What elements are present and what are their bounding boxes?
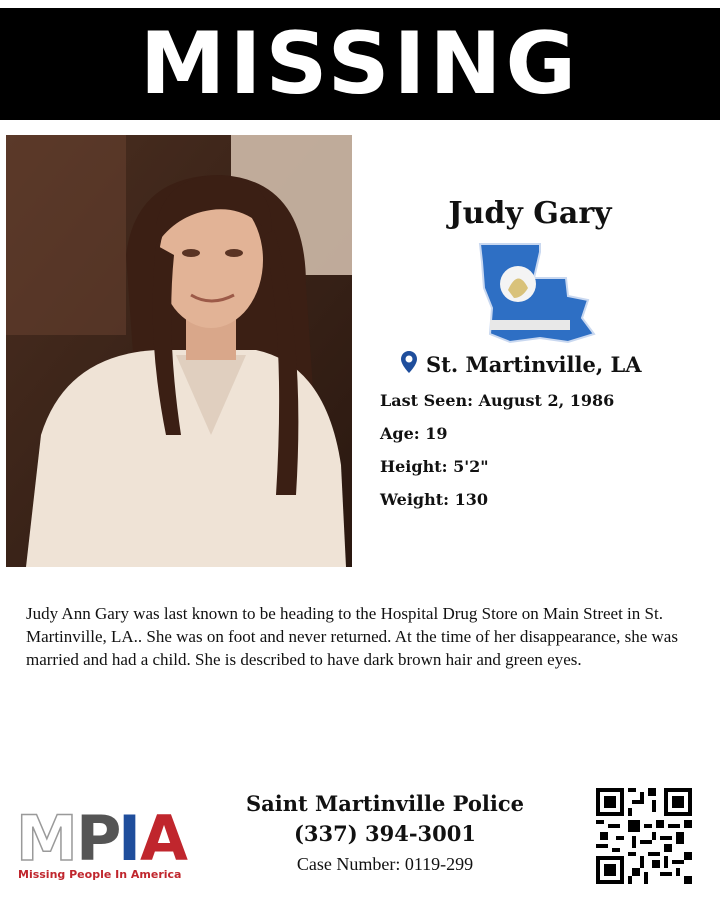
mpia-logo	[14, 800, 204, 884]
detail-label: Height:	[380, 457, 448, 476]
detail-age	[380, 421, 614, 454]
svg-text:A: A	[140, 802, 188, 875]
header-banner	[0, 8, 720, 120]
location-text: St. Martinville, LA	[426, 351, 642, 377]
detail-label: Last Seen:	[380, 391, 474, 410]
case-description: Judy Ann Gary was last known to be heading to the Hospital Drug Store on Main Street in St. Martinville, LA.. She was on foot and never returned. At the time of her disappearance, she was married and had a child. She is described to have dark brown hair and green eyes.	[26, 604, 678, 669]
svg-text:Missing People In America: Missing People In America	[18, 868, 182, 881]
map-pin-icon	[400, 350, 418, 378]
svg-text:I: I	[118, 802, 142, 875]
contact-phone[interactable]: (337) 394-3001	[293, 821, 477, 846]
svg-text:M: M	[16, 802, 78, 875]
detail-height	[380, 454, 614, 487]
detail-value: 130	[454, 490, 489, 509]
detail-value: 19	[425, 424, 448, 443]
contact-agency: Saint Martinville Police	[245, 791, 525, 816]
detail-label: Weight:	[380, 490, 450, 509]
location-line	[400, 350, 642, 378]
qr-code-icon[interactable]	[596, 788, 692, 884]
missing-person-photo	[6, 135, 352, 567]
detail-last-seen	[380, 388, 614, 421]
detail-value: August 2, 1986	[478, 391, 615, 410]
detail-weight	[380, 487, 614, 520]
detail-label: Age:	[380, 424, 420, 443]
contact-block	[230, 790, 540, 878]
louisiana-state-icon	[470, 238, 596, 350]
page-title: MISSING	[139, 14, 581, 114]
detail-value: 5'2"	[453, 457, 489, 476]
details-list	[380, 388, 614, 520]
person-name: Judy Gary	[448, 196, 612, 231]
svg-text:P: P	[76, 802, 122, 875]
case-number: Case Number: 0119-299	[296, 854, 474, 874]
